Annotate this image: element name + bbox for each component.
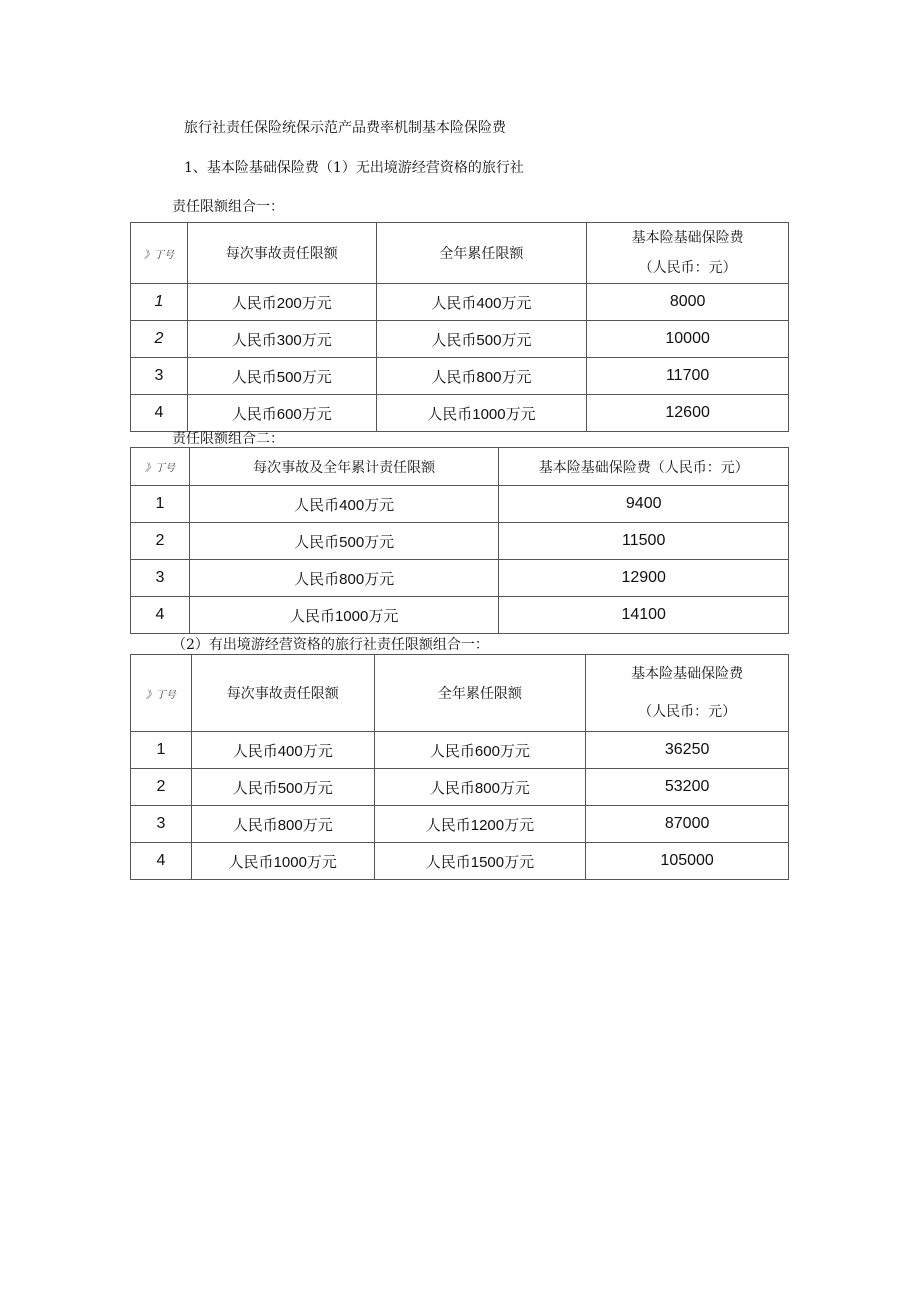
header-base-premium (586, 655, 789, 732)
header-base-premium-line1: 基本险基础保险费 (631, 666, 744, 682)
row-seq: 4 (131, 597, 190, 634)
row-premium: 105000 (586, 843, 789, 880)
row-annual-limit: 人民币1000万元 (376, 395, 587, 432)
row-per-accident-limit: 人民币500万元 (187, 358, 376, 395)
row-premium: 36250 (586, 732, 789, 769)
table-header-row (131, 223, 789, 284)
row-seq: 4 (131, 843, 192, 880)
header-per-accident-limit: 每次事故责任限额 (187, 223, 376, 284)
row-premium: 9400 (499, 486, 789, 523)
row-per-accident-limit: 人民币800万元 (191, 806, 374, 843)
row-seq: 2 (131, 769, 192, 806)
table-row (131, 358, 789, 395)
row-seq: 4 (131, 395, 188, 432)
header-seq: 》丁号 (131, 448, 190, 486)
row-seq: 1 (131, 732, 192, 769)
table-row (131, 523, 789, 560)
row-annual-limit: 人民币1200万元 (374, 806, 586, 843)
header-base-premium: 基本险基础保险费（人民币：元） (499, 448, 789, 486)
row-premium: 14100 (499, 597, 789, 634)
header-annual-limit: 全年累任限额 (374, 655, 586, 732)
table-row (131, 843, 789, 880)
row-premium: 11500 (499, 523, 789, 560)
row-premium: 10000 (587, 321, 789, 358)
row-combined-limit: 人民币800万元 (189, 560, 499, 597)
row-annual-limit: 人民币800万元 (376, 358, 587, 395)
row-annual-limit: 人民币600万元 (374, 732, 586, 769)
row-annual-limit: 人民币400万元 (376, 284, 587, 321)
row-seq: 1 (131, 486, 190, 523)
row-seq: 3 (131, 560, 190, 597)
header-seq: 》丁号 (131, 223, 188, 284)
row-premium: 87000 (586, 806, 789, 843)
row-annual-limit: 人民币1500万元 (374, 843, 586, 880)
row-per-accident-limit: 人民币600万元 (187, 395, 376, 432)
row-per-accident-limit: 人民币300万元 (187, 321, 376, 358)
table-row (131, 284, 789, 321)
table-header-row (131, 448, 789, 486)
header-base-premium (587, 223, 789, 284)
row-premium: 12900 (499, 560, 789, 597)
row-per-accident-limit: 人民币200万元 (187, 284, 376, 321)
header-annual-limit: 全年累任限额 (376, 223, 587, 284)
table-row (131, 560, 789, 597)
row-per-accident-limit: 人民币1000万元 (191, 843, 374, 880)
row-combined-limit: 人民币1000万元 (189, 597, 499, 634)
row-premium: 8000 (587, 284, 789, 321)
row-seq: 2 (131, 523, 190, 560)
table-row (131, 732, 789, 769)
header-base-premium-line1: 基本险基础保险费 (631, 230, 744, 246)
combo-2-label: 责任限额组合二： (172, 431, 284, 447)
row-per-accident-limit: 人民币500万元 (191, 769, 374, 806)
row-seq: 1 (131, 284, 188, 321)
header-seq: 》丁号 (131, 655, 192, 732)
row-per-accident-limit: 人民币400万元 (191, 732, 374, 769)
table-row (131, 769, 789, 806)
row-combined-limit: 人民币400万元 (189, 486, 499, 523)
premium-table-1 (130, 222, 789, 432)
premium-table-3 (130, 654, 789, 880)
row-seq: 2 (131, 321, 188, 358)
doc-title: 旅行社责任保险统保示范产品费率机制基本险保险费 (184, 120, 506, 136)
table-row (131, 321, 789, 358)
header-base-premium-line2: （人民币：元） (638, 704, 737, 720)
row-combined-limit: 人民币500万元 (189, 523, 499, 560)
section-1-heading: 1、基本险基础保险费（1）无出境游经营资格的旅行社 (184, 160, 524, 176)
combo-1-label: 责任限额组合一： (172, 199, 284, 215)
row-seq: 3 (131, 806, 192, 843)
table-header-row (131, 655, 789, 732)
row-annual-limit: 人民币800万元 (374, 769, 586, 806)
table-row (131, 806, 789, 843)
table-row (131, 597, 789, 634)
row-premium: 53200 (586, 769, 789, 806)
row-premium: 11700 (587, 358, 789, 395)
row-annual-limit: 人民币500万元 (376, 321, 587, 358)
row-seq: 3 (131, 358, 188, 395)
table-row (131, 395, 789, 432)
section-2-heading: （2）有出境游经营资格的旅行社责任限额组合一： (172, 637, 489, 653)
header-per-accident-limit: 每次事故责任限额 (191, 655, 374, 732)
header-combined-limit: 每次事故及全年累计责任限额 (189, 448, 499, 486)
table-row (131, 486, 789, 523)
premium-table-2 (130, 447, 789, 634)
header-base-premium-line2: （人民币：元） (638, 260, 737, 276)
row-premium: 12600 (587, 395, 789, 432)
